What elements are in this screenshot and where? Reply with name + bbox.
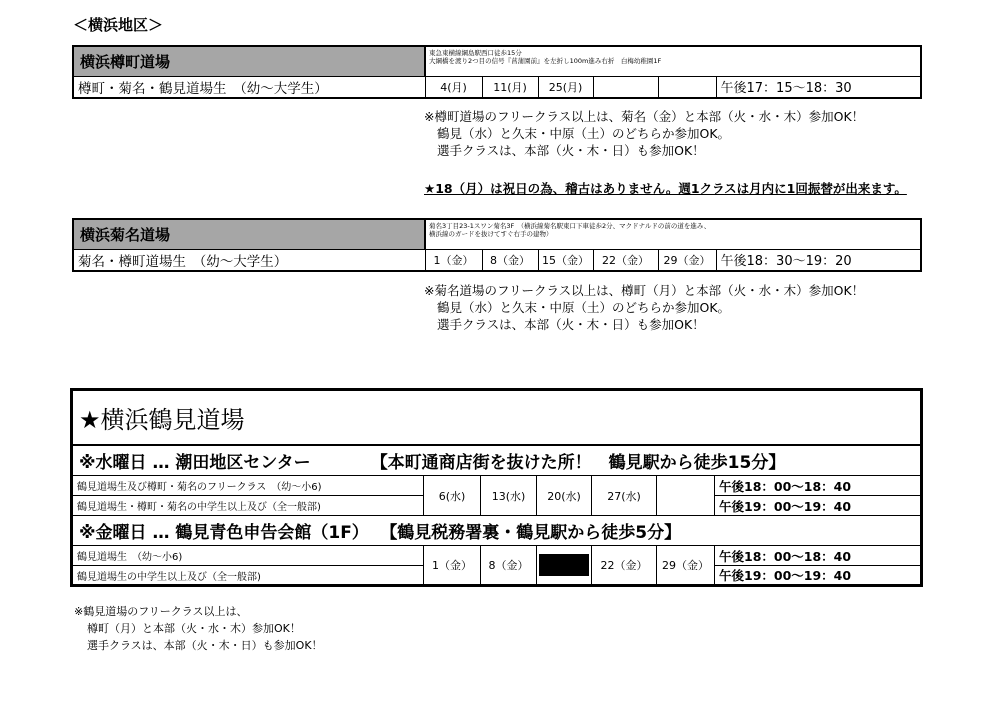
tsurumi-wednesday-direction: 【本町通商店街を抜けた所！ 鶴見駅から徒歩15分】 <box>370 452 786 473</box>
tsurumi-wed-date-4: 27(水) <box>592 476 657 516</box>
tsurumi-wed-date-5 <box>657 476 715 516</box>
tarumachi-date-5 <box>658 76 716 98</box>
tsurumi-fri-time-2: 午後19：00～19：40 <box>715 566 922 586</box>
tsurumi-schedule-table <box>70 388 923 587</box>
tsurumi-wed-class-2: 鶴見道場生・樽町・菊名の中学生以上及び（全一般部) <box>72 496 424 516</box>
tarumachi-time: 午後17：15～18：30 <box>716 76 921 98</box>
tarumachi-note-2: 鶴見（水）と久末・中原（土）のどちらか参加OK。 <box>437 126 731 141</box>
tsurumi-wed-date-1: 6(水) <box>424 476 481 516</box>
tsurumi-wed-time-1: 午後18：00～18：40 <box>715 476 922 496</box>
tsurumi-notes <box>74 603 323 654</box>
kikuna-date-3: 15（金） <box>538 249 593 271</box>
kikuna-note-3: 選手クラスは、本部（火・木・日）も参加OK！ <box>437 317 705 332</box>
kikuna-date-2: 8（金） <box>482 249 538 271</box>
kikuna-time: 午後18：30～19：20 <box>716 249 921 271</box>
tsurumi-wed-class-1: 鶴見道場生及び樽町・菊名のフリークラス （幼～小6) <box>72 476 424 496</box>
kikuna-notes <box>424 282 864 333</box>
kikuna-schedule-table <box>72 218 922 272</box>
tarumachi-date-2: 11(月) <box>482 76 538 98</box>
tsurumi-wednesday-venue-row <box>72 445 922 476</box>
tsurumi-wed-date-2: 13(水) <box>481 476 537 516</box>
kikuna-date-5: 29（金） <box>658 249 716 271</box>
tarumachi-dojo-name: 横浜樽町道場 <box>80 52 171 71</box>
kikuna-date-4: 22（金） <box>593 249 658 271</box>
tarumachi-address-line1: 東急東横線綱島駅西口徒歩15分 <box>429 49 522 57</box>
tsurumi-wednesday-venue: ※水曜日 … 潮田地区センター <box>79 452 311 473</box>
tarumachi-date-4 <box>593 76 658 98</box>
tsurumi-note-1: ※鶴見道場のフリークラス以上は、 <box>74 605 248 618</box>
tsurumi-fri-date-1: 1（金） <box>424 546 481 586</box>
tsurumi-friday-venue-row <box>72 516 922 546</box>
tarumachi-class-label: 樽町・菊名・鶴見道場生 （幼～大学生） <box>73 76 425 98</box>
tsurumi-dojo-title: ★横浜鶴見道場 <box>72 390 922 445</box>
tsurumi-fri-class-1: 鶴見道場生 （幼～小6) <box>72 546 424 566</box>
kikuna-dojo-name: 横浜菊名道場 <box>80 225 171 244</box>
kikuna-address-line2: 横浜線のガードを抜けてすぐ右手の建物） <box>429 230 553 238</box>
redacted-date-block <box>539 554 589 576</box>
tarumachi-date-3: 25(月) <box>538 76 593 98</box>
kikuna-class-label: 菊名・樽町道場生 （幼～大学生） <box>73 249 425 271</box>
tsurumi-fri-date-2: 8（金） <box>481 546 537 586</box>
tsurumi-fri-class-2: 鶴見道場生の中学生以上及び（全一般部) <box>72 566 424 586</box>
tsurumi-wed-date-3: 20(水) <box>537 476 592 516</box>
tarumachi-holiday-notice: ★18（月）は祝日の為、稽古はありません。週1クラスは月内に1回振替が出来ます。 <box>424 181 907 196</box>
kikuna-date-1: 1（金） <box>425 249 482 271</box>
tsurumi-friday-direction: 【鶴見税務署裏・鶴見駅から徒歩5分】 <box>388 523 682 543</box>
tsurumi-fri-date-4: 22（金） <box>592 546 657 586</box>
region-title: ＜横浜地区＞ <box>73 16 164 34</box>
tarumachi-notes <box>424 108 864 159</box>
tarumachi-date-1: 4(月) <box>425 76 482 98</box>
kikuna-note-1: ※菊名道場のフリークラス以上は、樽町（月）と本部（火・水・木）参加OK！ <box>424 283 865 298</box>
kikuna-note-2: 鶴見（水）と久末・中原（土）のどちらか参加OK。 <box>437 300 731 315</box>
tarumachi-note-1: ※樽町道場のフリークラス以上は、菊名（金）と本部（火・水・木）参加OK！ <box>424 109 865 124</box>
tarumachi-address-line2: 大綱橋を渡り2つ目の信号『菖蒲園前』を左折し100m進み右折 白梅幼稚園1F <box>429 57 662 65</box>
tsurumi-fri-date-3-cell <box>537 546 592 586</box>
tsurumi-note-2: 樽町（月）と本部（火・水・木）参加OK！ <box>87 622 301 635</box>
tsurumi-wed-time-2: 午後19：00～19：40 <box>715 496 922 516</box>
tsurumi-fri-date-5: 29（金） <box>657 546 715 586</box>
tsurumi-friday-venue: ※金曜日 … 鶴見青色申告会館（1F） <box>79 523 369 543</box>
tsurumi-fri-time-1: 午後18：00～18：40 <box>715 546 922 566</box>
tarumachi-schedule-table <box>72 45 922 99</box>
tarumachi-note-3: 選手クラスは、本部（火・木・日）も参加OK！ <box>437 143 705 158</box>
kikuna-address-line1: 菊名3丁目23-1スワン菊名3F （横浜線菊名駅東口下車徒歩2分、マクドナルドの前の道を進み、 <box>429 222 711 230</box>
tsurumi-note-3: 選手クラスは、本部（火・木・日）も参加OK！ <box>87 639 323 652</box>
